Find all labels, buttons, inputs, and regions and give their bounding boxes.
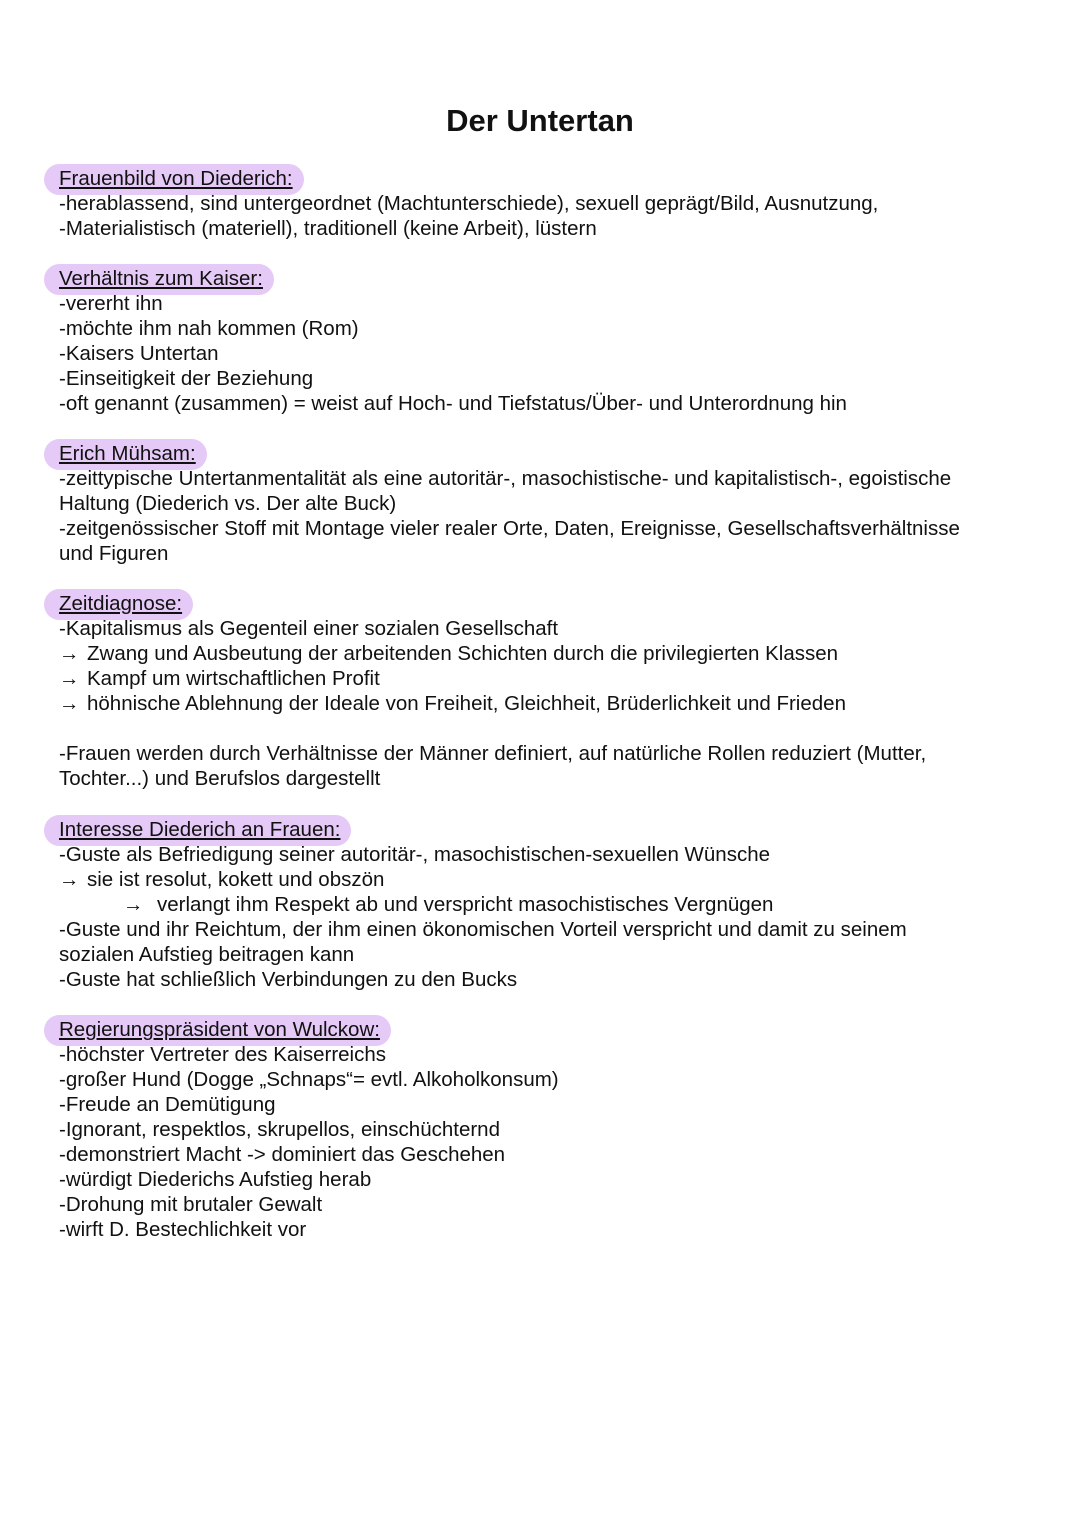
page-title: Der Untertan xyxy=(446,103,634,138)
arrow-line xyxy=(59,666,1044,691)
section-interesse-frauen xyxy=(59,817,1044,992)
text-line: sozialen Aufstieg beitragen kann xyxy=(59,943,355,966)
section-heading: Interesse Diederich an Frauen: xyxy=(59,818,341,841)
section-wulckow xyxy=(59,1017,1044,1242)
text-line: -möchte ihm nah kommen (Rom) xyxy=(59,317,359,340)
text-line: -Guste und ihr Reichtum, der ihm einen ökonomischen Vorteil verspricht und damit zu seinem xyxy=(59,918,907,941)
arrow-right-icon: → xyxy=(59,692,80,715)
spacer xyxy=(59,716,1044,741)
arrow-line-indented xyxy=(59,892,1044,917)
section-heading: Regierungspräsident von Wulckow: xyxy=(59,1018,380,1041)
arrow-line-text: höhnische Ablehnung der Ideale von Freiheit, Gleichheit, Brüderlichkeit und Frieden xyxy=(87,692,846,715)
text-line: -Einseitigkeit der Beziehung xyxy=(59,367,314,390)
text-line: -demonstriert Macht -> dominiert das Geschehen xyxy=(59,1143,506,1166)
arrow-line xyxy=(59,641,1044,666)
arrow-line-text: Zwang und Ausbeutung der arbeitenden Schichten durch die privilegierten Klassen xyxy=(87,642,839,665)
arrow-right-icon: → xyxy=(59,667,80,690)
text-line: -Ignorant, respektlos, skrupellos, einschüchternd xyxy=(59,1118,500,1141)
arrow-line-text: sie ist resolut, kokett und obszön xyxy=(87,868,385,891)
section-heading: Verhältnis zum Kaiser: xyxy=(59,267,263,290)
text-line: -Guste als Befriedigung seiner autoritär-, masochistischen-sexuellen Wünsche xyxy=(59,843,771,866)
arrow-right-icon: → xyxy=(59,868,80,891)
text-line: Haltung (Diederich vs. Der alte Buck) xyxy=(59,492,397,515)
section-heading: Zeitdiagnose: xyxy=(59,592,183,615)
text-line: -Freude an Demütigung xyxy=(59,1093,276,1116)
text-line: -Guste hat schließlich Verbindungen zu den Bucks xyxy=(59,968,518,991)
text-line: -oft genannt (zusammen) = weist auf Hoch- und Tiefstatus/Über- und Unterordnung hin xyxy=(59,392,847,415)
text-line: -zeitgenössischer Stoff mit Montage vieler realer Orte, Daten, Ereignisse, Gesellschaftsverhältnisse xyxy=(59,517,960,540)
text-line: -Kapitalismus als Gegenteil einer sozialen Gesellschaft xyxy=(59,617,559,640)
arrow-line xyxy=(59,867,1044,892)
text-line: -Drohung mit brutaler Gewalt xyxy=(59,1193,323,1216)
text-line: und Figuren xyxy=(59,542,169,565)
text-line: -herablassend, sind untergeordnet (Machtunterschiede), sexuell geprägt/Bild, Ausnutzung, xyxy=(59,192,879,215)
text-line: -würdigt Diederichs Aufstieg herab xyxy=(59,1168,372,1191)
section-frauenbild xyxy=(59,166,1044,241)
text-line: Tochter...) und Berufslos dargestellt xyxy=(59,767,381,790)
section-erich-muehsam xyxy=(59,441,1044,566)
text-line: -Kaisers Untertan xyxy=(59,342,219,365)
text-line: -vererht ihn xyxy=(59,292,163,315)
text-line: -höchster Vertreter des Kaiserreichs xyxy=(59,1043,386,1066)
text-line: -wirft D. Bestechlichkeit vor xyxy=(59,1218,307,1241)
arrow-line-text: Kampf um wirtschaftlichen Profit xyxy=(87,667,380,690)
section-heading: Frauenbild von Diederich: xyxy=(59,167,293,190)
text-line: -Materialistisch (materiell), traditionell (keine Arbeit), lüstern xyxy=(59,217,597,240)
arrow-line xyxy=(59,691,1044,716)
text-line: -zeittypische Untertanmentalität als eine autoritär-, masochistische- und kapitalistisch-, egoistische xyxy=(59,467,952,490)
text-line: -großer Hund (Dogge „Schnaps“= evtl. Alkoholkonsum) xyxy=(59,1068,559,1091)
section-heading: Erich Mühsam: xyxy=(59,442,196,465)
section-zeitdiagnose xyxy=(59,591,1044,791)
section-verhaeltnis-kaiser xyxy=(59,266,1044,416)
arrow-right-icon: → xyxy=(59,642,80,665)
arrow-right-icon: → xyxy=(123,893,144,916)
arrow-line-text: verlangt ihm Respekt ab und verspricht masochistisches Vergnügen xyxy=(157,893,774,916)
text-line: -Frauen werden durch Verhältnisse der Männer definiert, auf natürliche Rollen reduziert (Mutter, xyxy=(59,742,927,765)
